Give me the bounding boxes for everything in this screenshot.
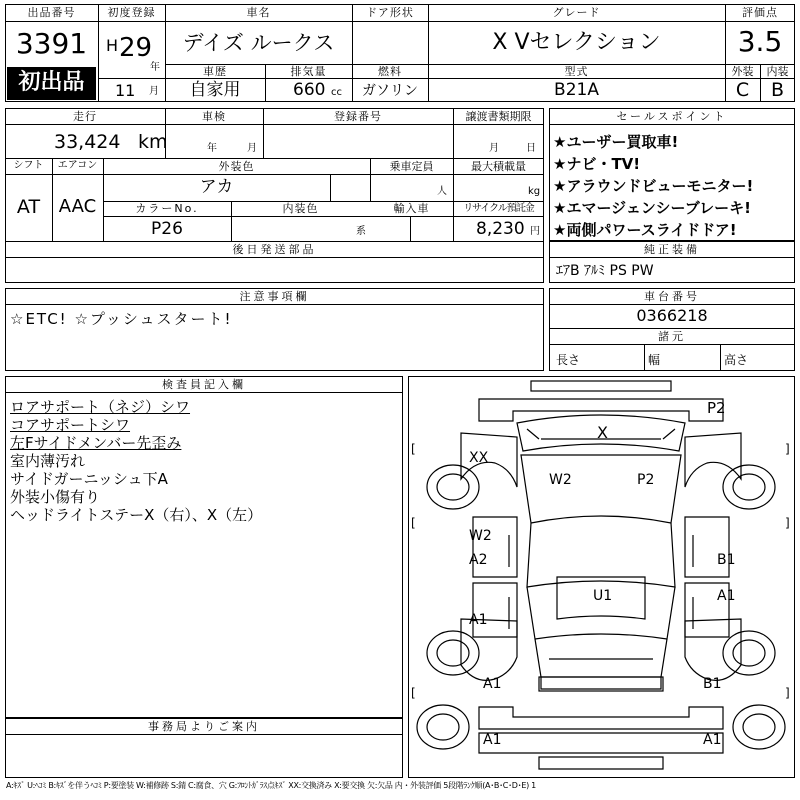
svg-text:]: ] xyxy=(785,686,790,700)
sales-point: ★ナビ・TV! xyxy=(553,155,641,173)
score-label: 評価点 xyxy=(742,6,778,19)
damage-mark: P2 xyxy=(637,472,655,488)
shift-label: シフト xyxy=(13,160,44,171)
color-label: 外装色 xyxy=(218,160,255,173)
exterior-grade: C xyxy=(735,79,750,101)
sales-point: ★両側パワースライドドア! xyxy=(553,221,737,239)
displacement-unit: cc xyxy=(331,87,342,98)
first-reg-label: 初度登録 xyxy=(107,6,156,19)
inspector-label: 検査員記入欄 xyxy=(162,378,246,391)
damage-mark: W2 xyxy=(469,528,492,544)
import-label: 輸入車 xyxy=(393,202,430,215)
width-label: 幅 xyxy=(648,353,661,367)
model-value: B21A xyxy=(554,80,599,100)
insp-year-unit: 年 xyxy=(207,143,217,154)
height-label: 高さ xyxy=(724,353,749,367)
reg-no-label: 登録番号 xyxy=(334,110,382,123)
svg-text:[: [ xyxy=(411,442,416,456)
notes-label: 注意事項欄 xyxy=(239,290,310,303)
capacity-unit: 人 xyxy=(437,186,447,197)
load-label: 最大積載量 xyxy=(471,160,526,173)
lot-no-label: 出品番号 xyxy=(27,6,76,19)
fuel-label: 燃料 xyxy=(378,65,402,78)
inspector-line: 左Fサイドメンバー先歪み xyxy=(10,434,182,452)
history-label: 車歴 xyxy=(203,65,227,78)
grade-label: グレード xyxy=(552,6,601,19)
damage-mark: A1 xyxy=(717,588,736,604)
recycle-value: 8,230 xyxy=(476,219,525,239)
transfer-month-unit: 月 xyxy=(489,143,499,154)
exterior-label: 外装 xyxy=(731,65,754,78)
mileage-value: 33,424 xyxy=(54,131,121,153)
car-diagram xyxy=(408,376,795,778)
recycle-unit: 円 xyxy=(530,226,540,237)
capacity-label: 乗車定員 xyxy=(389,160,434,173)
sales-label: セールスポイント xyxy=(616,110,728,123)
load-unit: kg xyxy=(528,186,541,197)
inspection-label: 車検 xyxy=(202,110,226,123)
sales-point: ★アラウンドビューモニター! xyxy=(553,177,754,195)
inspector-line: ロアサポート（ネジ）シワ xyxy=(10,398,191,416)
damage-mark: X xyxy=(597,423,608,442)
month-unit: 月 xyxy=(149,86,159,97)
damage-mark: U1 xyxy=(593,588,613,604)
history-value: 自家用 xyxy=(189,80,241,100)
ac-value: AAC xyxy=(58,196,97,217)
damage-mark: A2 xyxy=(469,552,488,568)
dims-label: 諸元 xyxy=(658,330,686,343)
int-color-unit: 系 xyxy=(356,226,366,237)
insp-month-unit: 月 xyxy=(247,143,257,154)
interior-label: 内装 xyxy=(766,65,789,78)
damage-mark: XX xyxy=(469,450,489,466)
svg-text:[: [ xyxy=(411,686,416,700)
model-label: 型式 xyxy=(564,65,589,78)
score-value: 3.5 xyxy=(737,25,783,58)
damage-mark: W2 xyxy=(549,472,572,488)
notes-value: ☆ETC! ☆プッシュスタート! xyxy=(10,310,233,328)
inspector-line: コアサポートシワ xyxy=(10,416,131,434)
damage-mark: A1 xyxy=(469,612,488,628)
color-value: アカ xyxy=(199,177,234,197)
svg-text:[: [ xyxy=(411,516,416,530)
displacement-value: 660 xyxy=(293,80,326,100)
damage-mark: A1 xyxy=(483,732,502,748)
chassis-value: 0366218 xyxy=(636,306,708,325)
equipment-label: 純正装備 xyxy=(644,243,700,256)
recycle-label: リサイクル預託金 xyxy=(463,203,534,214)
shift-value: AT xyxy=(16,196,41,218)
length-label: 長さ xyxy=(556,353,581,367)
sales-point: ★エマージェンシーブレーキ! xyxy=(553,199,751,217)
sales-point: ★ユーザー買取車! xyxy=(553,133,679,151)
interior-grade: B xyxy=(770,79,785,101)
svg-text:]: ] xyxy=(785,516,790,530)
car-name-label: 車名 xyxy=(246,6,271,19)
fuel-value: ガソリン xyxy=(362,83,418,99)
era: H xyxy=(106,36,119,55)
int-color-label: 内装色 xyxy=(282,202,319,215)
lot-no: 3391 xyxy=(15,27,88,60)
mileage-label: 走行 xyxy=(73,110,97,123)
reg-year: 29 xyxy=(119,33,153,63)
mileage-unit: km xyxy=(138,131,168,153)
inspector-line: 外装小傷有り xyxy=(10,488,101,506)
inspector-line: サイドガーニッシュ下A xyxy=(10,470,168,488)
damage-mark: P2 xyxy=(707,399,726,417)
transfer-label: 譲渡書類期限 xyxy=(465,110,532,123)
inspector-line: ヘッドライトステーX（右）、X（左） xyxy=(10,506,263,524)
transfer-day-unit: 日 xyxy=(526,143,536,154)
door-label: ドア形状 xyxy=(366,6,414,19)
year-unit: 年 xyxy=(150,62,160,73)
damage-mark: A1 xyxy=(483,676,502,692)
office-label: 事務局よりご案内 xyxy=(148,720,260,733)
ac-label: エアコン xyxy=(57,160,98,171)
inspector-line: 室内薄汚れ xyxy=(10,452,86,470)
chassis-label: 車台番号 xyxy=(644,290,700,303)
first-listing-label: 初出品 xyxy=(18,70,85,95)
damage-mark: A1 xyxy=(703,732,722,748)
reg-month: 11 xyxy=(115,81,136,100)
legend: A:ｷｽﾞ U:ﾍｺﾐ B:ｷｽﾞを伴うﾍｺﾐ P:要塗装 W:補修跡 S:錆 C:腐食、穴 G:ﾌﾛﾝﾄｶﾞﾗｽ点ｷｽﾞ XX:交換済み X:要交換 欠:欠品 内・外装評価 5段階ﾗﾝｸ順(A･B･C･D･E) 1 xyxy=(6,781,536,790)
displacement-label: 排気量 xyxy=(290,65,327,78)
equipment-value: ｴｱB ｱﾙﾐ PS PW xyxy=(556,263,654,279)
grade-value: X Vセレクション xyxy=(492,30,661,55)
svg-text:]: ] xyxy=(785,442,790,456)
color-no-label: カラーNo. xyxy=(135,202,199,215)
car-name: デイズ ルークス xyxy=(182,31,335,55)
color-no-value: P26 xyxy=(151,219,183,239)
later-parts-label: 後日発送部品 xyxy=(232,243,317,256)
damage-mark: B1 xyxy=(717,552,736,568)
damage-mark: B1 xyxy=(703,676,722,692)
